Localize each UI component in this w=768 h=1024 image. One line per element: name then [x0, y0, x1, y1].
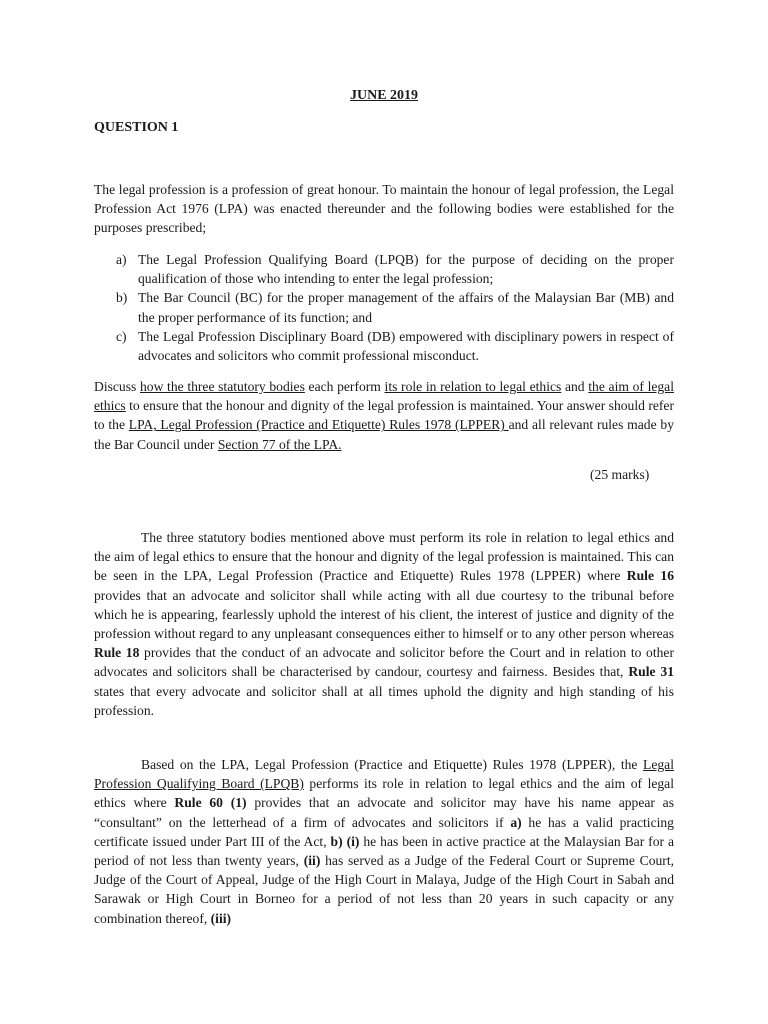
- question-instruction: [94, 377, 674, 454]
- underlined-phrase: Legal Profession Qualifying Board (LPQB): [94, 757, 674, 792]
- underlined-phrase: its role in relation to legal ethics: [384, 379, 562, 394]
- list-item: [116, 288, 674, 326]
- list-item-text: The Bar Council (BC) for the proper management of the affairs of the Malaysian Bar (MB) and the proper performance of its function; and: [138, 290, 674, 325]
- list-label: b) (i): [330, 833, 360, 849]
- text-run: each perform: [304, 379, 385, 394]
- text-run: he has been in active practice at the Malaysian Bar for a period of not less than twenty years,: [94, 833, 675, 869]
- question-heading: QUESTION 1: [94, 120, 179, 135]
- list-marker: c): [116, 328, 127, 344]
- list-label: (ii): [303, 853, 321, 869]
- text-run: The three statutory bodies mentioned above must perform its role in relation to legal ethics and the aim of legal ethics to ensure that the honour and dignity of the legal profession is maintained. This can be seen in the LPA, Legal Profession (Practice and Etiquette) Rules 1978 (LPPER) where: [94, 530, 674, 584]
- text-run: provides that the conduct of an advocate and solicitor before the Court and in relation to other advocates and solicitors shall be characterised by candour, courtesy and fairness. Besides that,: [94, 645, 674, 680]
- list-label: (iii): [210, 910, 232, 926]
- list-item-text: The Legal Profession Qualifying Board (LPQB) for the purpose of deciding on the proper qualification of those who intending to enter the legal profession;: [138, 252, 674, 287]
- text-run: states that every advocate and solicitor shall at all times uphold the dignity and high standing of his profession.: [94, 683, 674, 718]
- rule-reference: Rule 16: [626, 568, 674, 584]
- rule-reference: Rule 60 (1): [174, 795, 247, 811]
- list-marker: b): [116, 290, 128, 306]
- rule-reference: Rule 31: [628, 664, 674, 680]
- question-intro: The legal profession is a profession of great honour. To maintain the honour of legal profession, the Legal Profession Act 1976 (LPA) was enacted thereunder and the following bodies were established for the purposes prescribed;: [94, 182, 674, 236]
- underlined-phrase: the aim of legal ethics: [94, 379, 674, 414]
- text-run: provides that an advocate and solicitor may have his name appear as “consultant” on the letterhead of a firm of advocates and solicitors if: [94, 795, 674, 830]
- list-label: a): [510, 814, 522, 830]
- underlined-phrase: LPA, Legal Profession (Practice and Etiquette) Rules 1978 (LPPER): [128, 417, 509, 433]
- text-run: Discuss: [94, 379, 140, 394]
- text-run: and all relevant rules made by the Bar Council under: [94, 417, 674, 452]
- list-item: [116, 250, 674, 288]
- marks-label: (25 marks): [590, 467, 650, 482]
- rule-reference: Rule 18: [94, 645, 140, 661]
- text-run: Based on the LPA, Legal Profession (Practice and Etiquette) Rules 1978 (LPPER), the: [141, 757, 644, 772]
- underlined-phrase: how the three statutory bodies: [139, 379, 305, 394]
- text-run: performs its role in relation to legal ethics and the aim of legal ethics where: [94, 776, 674, 811]
- underlined-phrase: Section 77 of the LPA.: [217, 436, 342, 452]
- answer-paragraph-2: [94, 755, 674, 928]
- list-item: [116, 327, 674, 365]
- answer-paragraph-1: [94, 528, 674, 720]
- list-item-text: The Legal Profession Disciplinary Board (DB) empowered with disciplinary powers in respect of advocates and solicitors who commit professional misconduct.: [138, 328, 674, 364]
- exam-title: JUNE 2019: [349, 88, 419, 103]
- statutory-bodies-list: [116, 250, 674, 365]
- text-run: to ensure that the honour and dignity of the legal profession is maintained. Your answer should refer to the: [94, 398, 674, 433]
- list-marker: a): [116, 252, 127, 267]
- text-run: provides that an advocate and solicitor shall while acting with all due courtesy to the tribunal before which he is appearing, fearlessly uphold the interest of his client, the interest of justice and dignity of the profession without regard to any unpleasant consequences either to himself or to any other person whereas: [94, 587, 674, 642]
- text-run: has served as a Judge of the Federal Court or Supreme Court, Judge of the Court of Appeal, Judge of the High Court in Malaya, Judge of the High Court in Sabah and Sarawak or High Court in Borneo for a period of not less than 20 years in such capacity or any combination thereof,: [94, 853, 674, 926]
- text-run: he has a valid practicing certificate issued under Part III of the Act,: [94, 814, 674, 849]
- text-run: and: [561, 379, 589, 394]
